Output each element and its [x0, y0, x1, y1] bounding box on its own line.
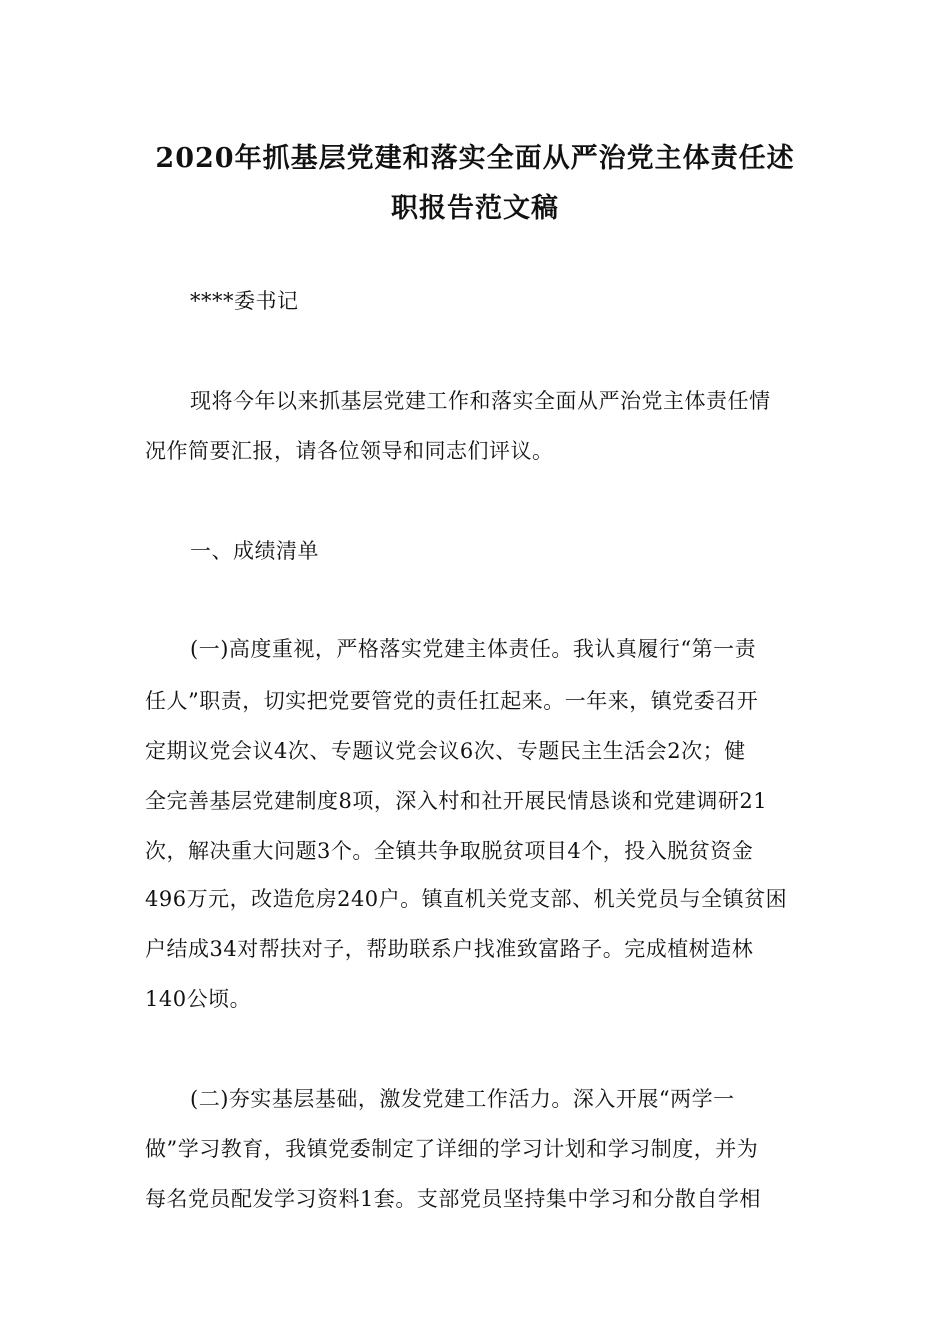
- section-heading: 一、成绩清单: [190, 539, 319, 563]
- para1-line-7: 户结成34对帮扶对子，帮助联系户找准致富路子。完成植树造林: [145, 937, 754, 961]
- para1-line-8: 140公顷。: [145, 987, 252, 1011]
- document-title-line-2: 职报告范文稿: [391, 193, 559, 224]
- para2-line-1: (二)夯实基层基础，激发党建工作活力。深入开展“两学一: [190, 1087, 735, 1111]
- intro-line-1: 现将今年以来抓基层党建工作和落实全面从严治党主体责任情: [190, 389, 771, 413]
- para1-line-2: 任人”职责，切实把党要管党的责任扛起来。一年来，镇党委召开: [145, 689, 759, 713]
- para1-line-3: 定期议党会议4次、专题议党会议6次、专题民主生活会2次；健: [145, 739, 746, 763]
- intro-line-2: 况作简要汇报，请各位领导和同志们评议。: [145, 439, 554, 463]
- para1-line-5: 次，解决重大问题3个。全镇共争取脱贫项目4个，投入脱贫资金: [145, 839, 754, 863]
- para1-line-1: (一)高度重视，严格落实党建主体责任。我认真履行“第一责: [190, 637, 757, 661]
- author-line: ****委书记: [190, 289, 299, 313]
- para1-line-4: 全完善基层党建制度8项，深入村和社开展民情恳谈和党建调研21: [145, 789, 768, 813]
- para1-line-6: 496万元，改造危房240户。镇直机关党支部、机关党员与全镇贫困: [145, 887, 788, 911]
- document-title-line-1: 2020年抓基层党建和落实全面从严治党主体责任述: [155, 143, 795, 174]
- para2-line-2: 做”学习教育，我镇党委制定了详细的学习计划和学习制度，并为: [145, 1137, 759, 1161]
- para2-line-3: 每名党员配发学习资料1套。支部党员坚持集中学习和分散自学相: [145, 1187, 761, 1211]
